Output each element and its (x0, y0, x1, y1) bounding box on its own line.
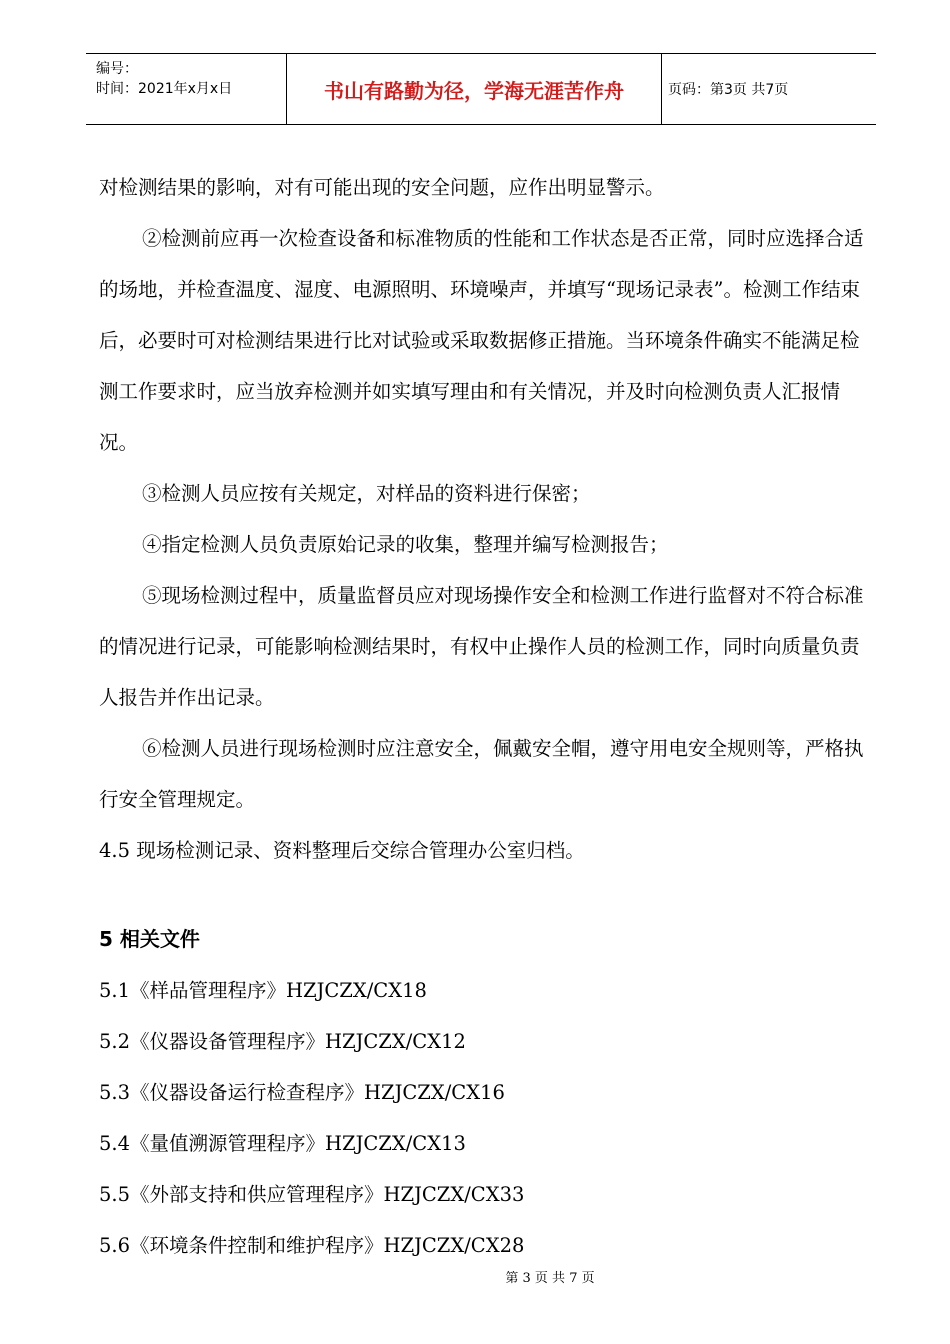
page-footer (0, 1267, 950, 1286)
paragraph: ④指定检测人员负责原始记录的收集，整理并编写检测报告； (142, 533, 669, 556)
document-number-label: 编号： (96, 61, 138, 77)
paragraph: ⑥检测人员进行现场检测时应注意安全，佩戴安全帽，遵守用电安全规则等，严格执行安全管理规定。 (99, 737, 864, 811)
document-body (99, 162, 864, 1271)
page-header (86, 53, 876, 125)
reference-item: 5.1《样品管理程序》HZJCZX/CX18 (99, 979, 427, 1002)
footer-page-number: 第 3 页 共 7 页 (505, 1271, 595, 1286)
section-title: 5 相关文件 (99, 927, 200, 951)
reference-item: 5.2《仪器设备管理程序》HZJCZX/CX12 (99, 1030, 466, 1053)
reference-item: 5.3《仪器设备运行检查程序》HZJCZX/CX16 (99, 1081, 505, 1104)
paragraph: 对检测结果的影响，对有可能出现的安全问题，应作出明显警示。 (99, 176, 665, 199)
reference-item: 5.6《环境条件控制和维护程序》HZJCZX/CX28 (99, 1234, 525, 1257)
header-page-label: 页码：第3页 共7页 (668, 82, 789, 98)
header-motto: 书山有路勤为径，学海无涯苦作舟 (324, 78, 624, 103)
reference-item: 5.5《外部支持和供应管理程序》HZJCZX/CX33 (99, 1183, 525, 1206)
paragraph: ⑤现场检测过程中，质量监督员应对现场操作安全和检测工作进行监督对不符合标准的情况进行记录，可能影响检测结果时，有权中止操作人员的检测工作，同时向质量负责人报告并作出记录。 (99, 584, 864, 709)
paragraph: 4.5 现场检测记录、资料整理后交综合管理办公室归档。 (99, 839, 585, 862)
paragraph: ②检测前应再一次检查设备和标准物质的性能和工作状态是否正常，同时应选择合适的场地，并检查温度、湿度、电源照明、环境噪声，并填写“现场记录表”。检测工作结束后，必要时可对检测结果进行比对试验或采取数据修正措施。当环境条件确实不能满足检测工作要求时，应当放弃检测并如实填写理由和有关情况，并及时向检测负责人汇报情况。 (99, 227, 864, 454)
header-meta (86, 54, 286, 124)
reference-item: 5.4《量值溯源管理程序》HZJCZX/CX13 (99, 1132, 466, 1155)
document-time-label: 时间：2021年x月x日 (96, 81, 233, 97)
paragraph: ③检测人员应按有关规定，对样品的资料进行保密； (142, 482, 591, 505)
